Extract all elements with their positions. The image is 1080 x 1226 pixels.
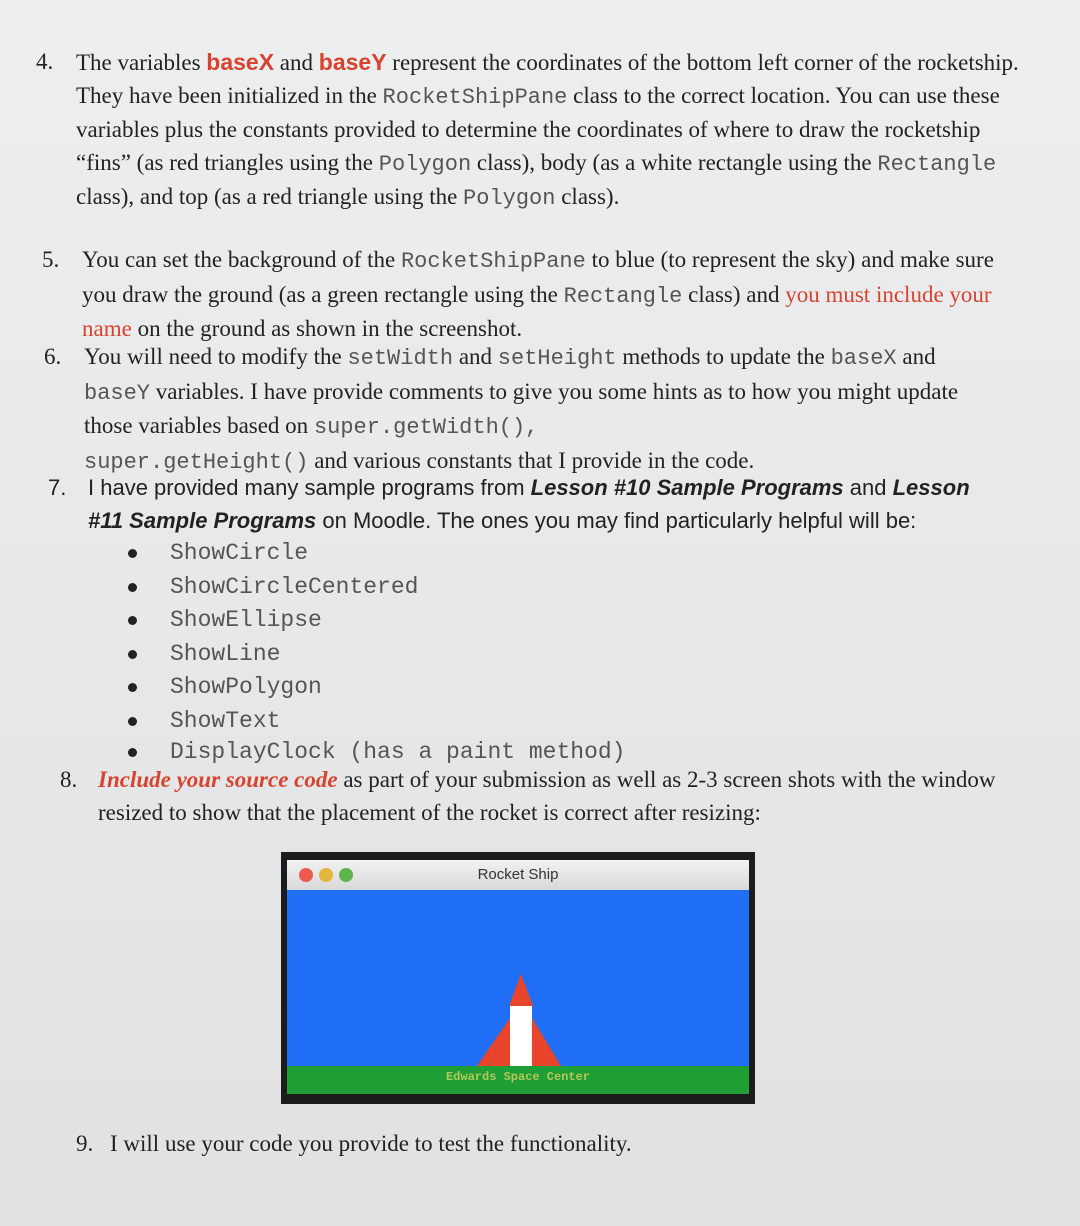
ground-label: Edwards Space Center <box>445 1070 591 1084</box>
rocket-ship-window <box>281 852 755 1104</box>
name-requirement: you must include your name <box>82 281 992 341</box>
ground <box>287 1066 749 1094</box>
item-number: 9. <box>76 1131 94 1156</box>
bullet-icon <box>128 717 137 726</box>
list-item: DisplayClock (has a paint method) <box>128 736 728 768</box>
item-number: 6. <box>44 344 62 369</box>
rocket-right-fin <box>532 1018 561 1066</box>
lesson-10-reference: Lesson #10 Sample Programs <box>530 475 844 500</box>
item-number: 8. <box>60 767 78 792</box>
source-code-requirement: Include your source code <box>98 767 338 792</box>
list-item: ShowLine <box>128 638 728 670</box>
sky-background <box>287 890 749 1066</box>
list-item: ShowCircleCentered <box>128 571 728 603</box>
bullet-icon <box>128 616 137 625</box>
list-item: ShowEllipse <box>128 604 728 636</box>
bullet-icon <box>128 583 137 592</box>
bullet-icon <box>128 748 137 757</box>
list-item: ShowText <box>128 705 728 737</box>
item-number: 7. <box>48 475 67 500</box>
item-number: 4. <box>36 49 54 74</box>
rocket-top <box>509 974 533 1006</box>
bullet-icon <box>128 650 137 659</box>
window-title: Rocket Ship <box>477 866 559 883</box>
basey-term: baseY <box>318 49 387 75</box>
window-titlebar <box>287 860 749 890</box>
rocket-body <box>510 1006 532 1066</box>
rocket-left-fin <box>477 1018 510 1066</box>
item-number: 5. <box>42 247 60 272</box>
basex-term: baseX <box>206 49 275 75</box>
bullet-icon <box>128 549 137 558</box>
list-item: ShowPolygon <box>128 671 728 703</box>
list-item: ShowCircle <box>128 537 728 569</box>
bullet-icon <box>128 683 137 692</box>
lesson-11-reference: Lesson #11 Sample Programs <box>88 475 970 533</box>
rocket <box>287 890 749 1066</box>
